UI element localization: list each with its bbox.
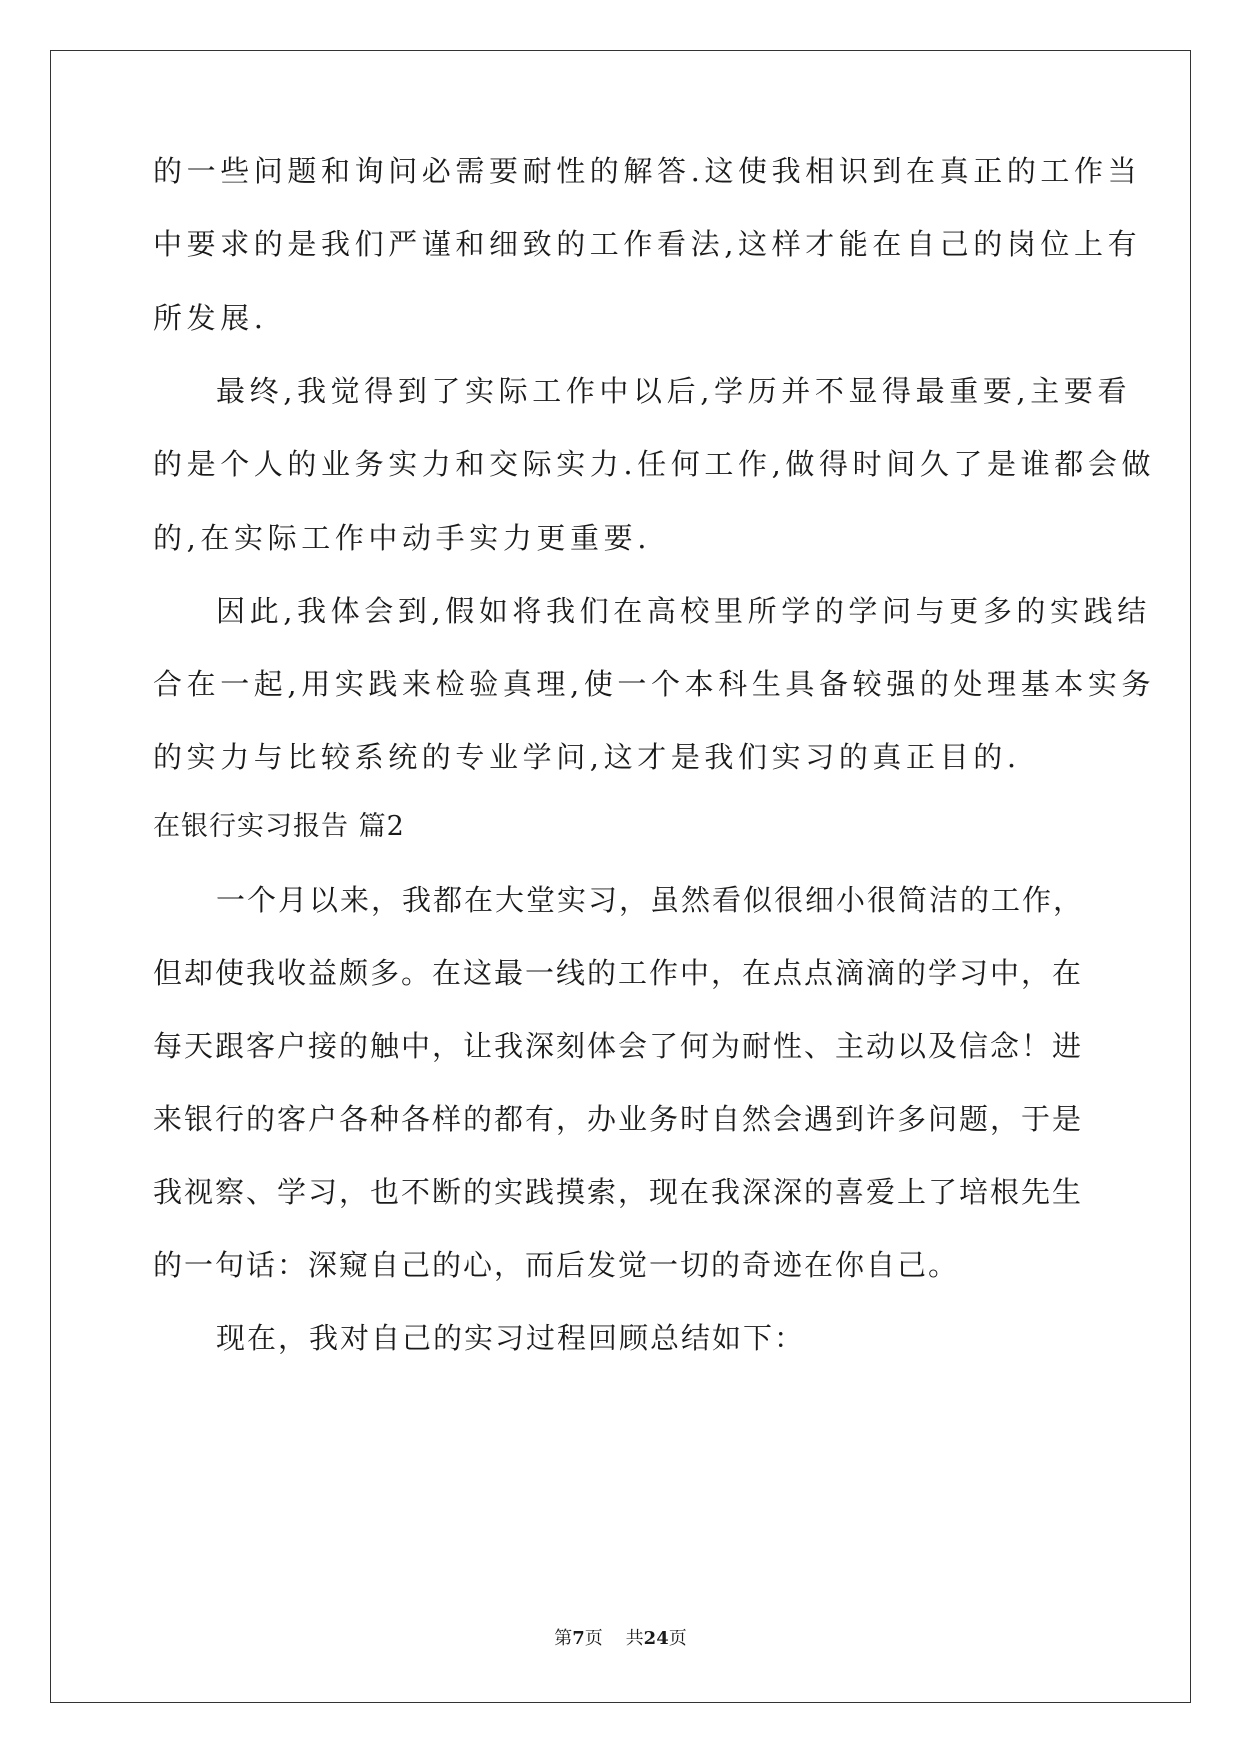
text-line: 我视察、学习，也不断的实践摸索，现在我深深的喜爱上了培根先生 <box>153 1175 1084 1209</box>
page-footer <box>0 1627 1241 1651</box>
text-line: 中要求的是我们严谨和细致的工作看法,这样才能在自己的岗位上有 <box>153 227 1142 261</box>
text-line: 因此,我体会到,假如将我们在高校里所学的学问与更多的实践结 <box>216 594 1151 628</box>
footer-prefix: 第 <box>554 1628 573 1649</box>
text-line: 的是个人的业务实力和交际实力.任何工作,做得时间久了是谁都会做 <box>153 447 1156 481</box>
footer-middle: 页 共 <box>584 1628 644 1649</box>
footer-suffix: 页 <box>668 1628 687 1649</box>
text-line: 合在一起,用实践来检验真理,使一个本科生具备较强的处理基本实务 <box>153 667 1156 701</box>
text-line: 的,在实际工作中动手实力更重要. <box>153 521 652 555</box>
text-line: 每天跟客户接的触中，让我深刻体会了何为耐性、主动以及信念！进 <box>153 1029 1084 1063</box>
text-line: 一个月以来，我都在大堂实习，虽然看似很细小很简洁的工作， <box>216 883 1085 917</box>
text-line: 所发展. <box>153 301 268 335</box>
text-line: 的一些问题和询问必需要耐性的解答.这使我相识到在真正的工作当 <box>153 154 1142 188</box>
current-page-number: 7 <box>572 1628 585 1649</box>
total-page-count: 24 <box>643 1628 669 1649</box>
section-heading: 在银行实习报告 篇2 <box>153 811 405 842</box>
text-line: 的一句话：深窥自己的心，而后发觉一切的奇迹在你自己。 <box>153 1248 960 1282</box>
text-line: 的实力与比较系统的专业学问,这才是我们实习的真正目的. <box>153 740 1021 774</box>
text-line: 现在，我对自己的实习过程回顾总结如下： <box>216 1321 806 1355</box>
text-line: 但却使我收益颇多。在这最一线的工作中，在点点滴滴的学习中，在 <box>153 956 1084 990</box>
text-line: 来银行的客户各种各样的都有，办业务时自然会遇到许多问题，于是 <box>153 1102 1084 1136</box>
text-line: 最终,我觉得到了实际工作中以后,学历并不显得最重要,主要看 <box>216 374 1132 408</box>
